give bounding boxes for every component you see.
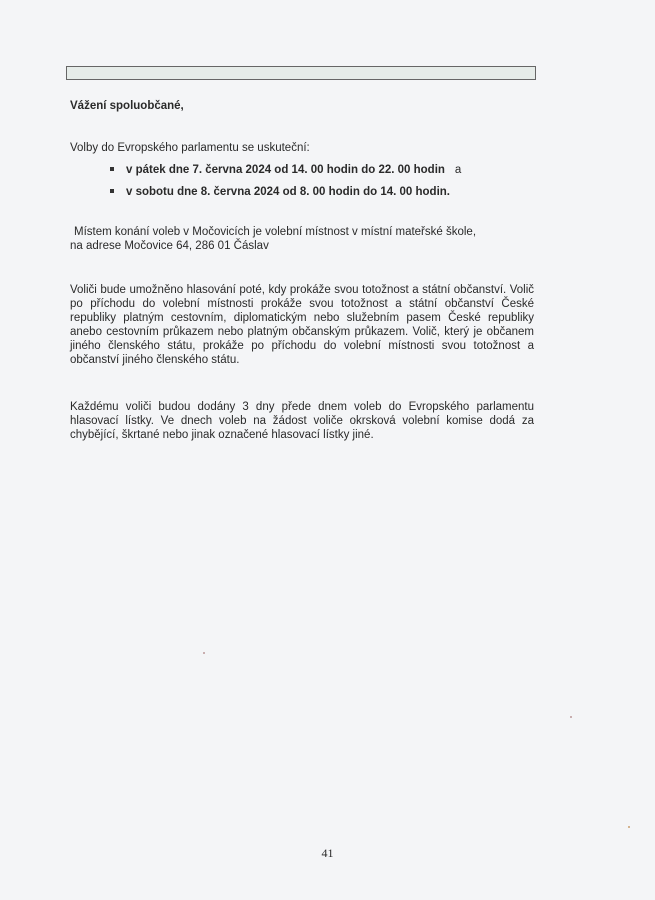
election-dates-list [110, 160, 461, 204]
date-friday: v pátek dne 7. června 2024 od 14. 00 hodin do 22. 00 hodin [126, 164, 445, 176]
polling-place [70, 225, 540, 253]
date-saturday: v sobotu dne 8. června 2024 od 8. 00 hodin do 14. 00 hodin. [126, 186, 450, 198]
scan-speck [203, 652, 205, 654]
intro-text: Volby do Evropského parlamentu se uskuteční: [70, 142, 310, 154]
scan-speck [570, 716, 572, 718]
scan-speck [628, 826, 630, 828]
list-item [110, 182, 461, 204]
page-number: 41 [321, 846, 334, 860]
header-box [66, 66, 536, 80]
bullet-icon [110, 167, 114, 171]
list-item [110, 160, 461, 182]
bullet-icon [110, 189, 114, 193]
polling-place-line1: Místem konání voleb v Močovicích je volební místnost v místní mateřské škole, [74, 226, 477, 238]
paragraph-ballots: Každému voliči budou dodány 3 dny přede dnem voleb do Evropského parlamentu hlasovací lístky. Ve dnech voleb na žádost voliče okrsková volební komise dodá za chybějící, škrtané nebo jinak označené hlasovací lístky jiné. [70, 401, 534, 441]
polling-place-line2: na adrese Močovice 64, 286 01 Čáslav [70, 240, 269, 252]
greeting: Vážení spoluobčané, [70, 100, 184, 112]
conjunction: a [454, 164, 462, 176]
paragraph-identity: Voliči bude umožněno hlasování poté, kdy prokáže svou totožnost a státní občanství. Volič po příchodu do volební místnosti prokáže svou totožnost a státní občanství České republiky platným cestovním, diplomatickým nebo služebním pasem České republiky anebo cestovním průkazem nebo platným občanským průkazem. Volič, který je občanem jiného členského státu, prokáže po příchodu do volební místnosti svou totožnost a občanství jiného členského státu. [70, 284, 534, 366]
